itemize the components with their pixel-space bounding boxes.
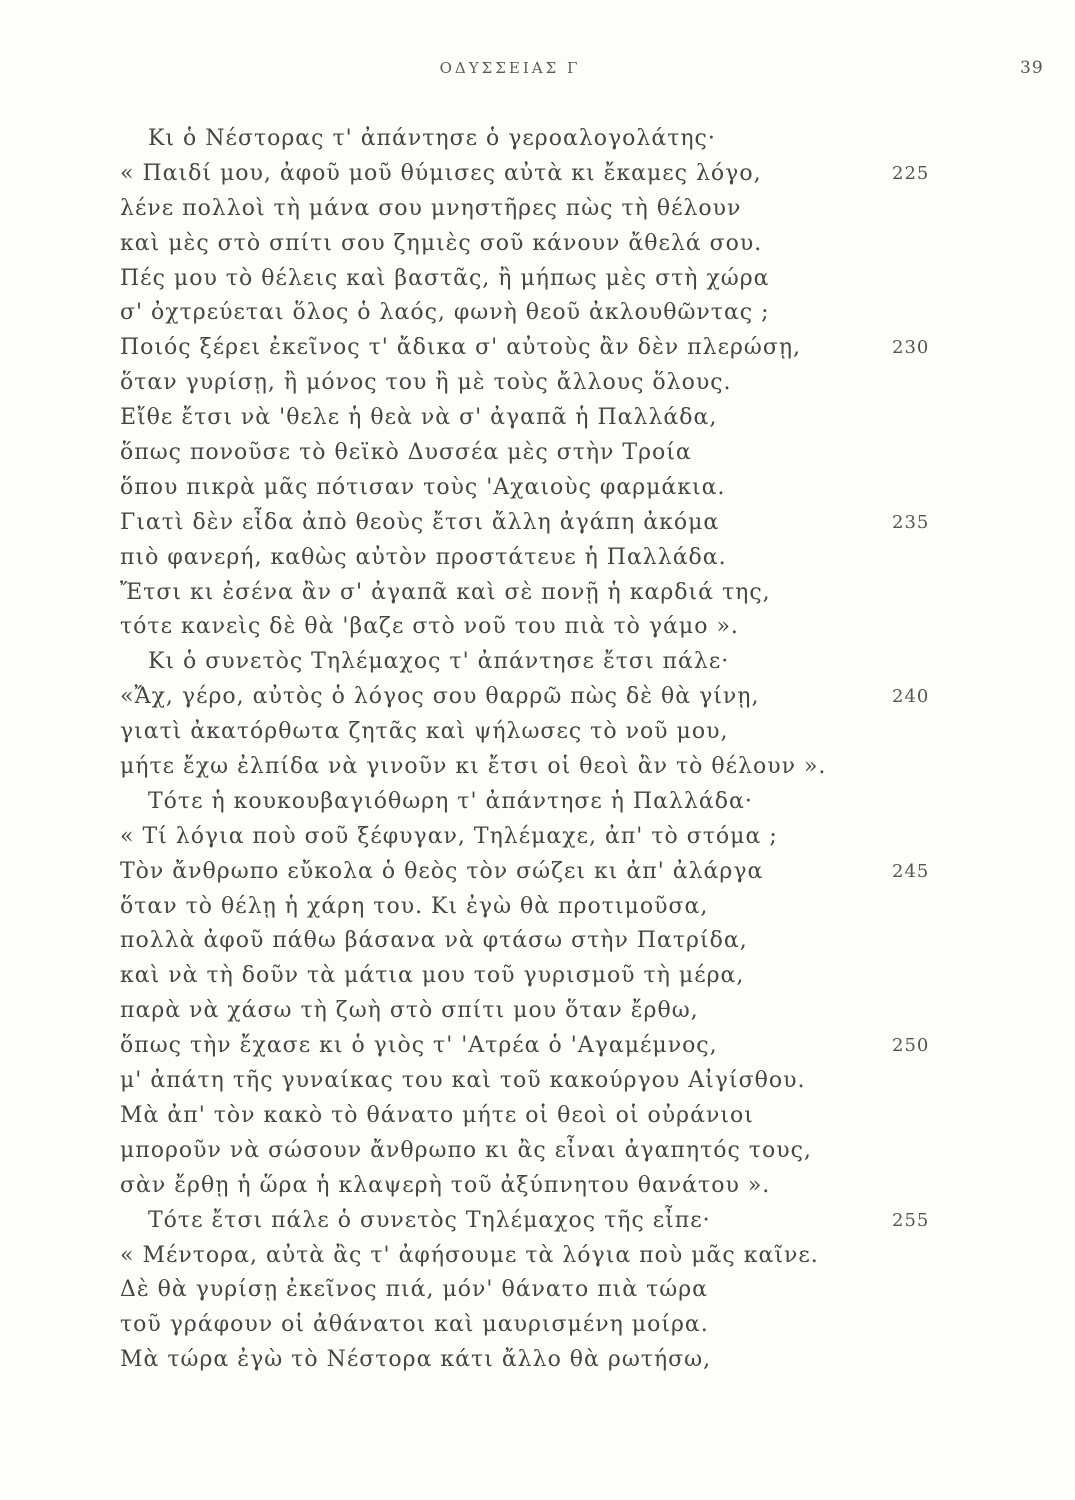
verse-text: Γιατὶ δὲν εἶδα ἀπὸ θεοὺς ἔτσι ἄλλη ἀγάπη ἀκόμα <box>120 509 720 535</box>
verse-text: παρὰ νὰ χάσω τὴ ζωὴ στὸ σπίτι μου ὅταν ἔρθω, <box>120 998 699 1024</box>
verse-line <box>120 959 960 994</box>
verse-line <box>120 1343 960 1378</box>
verse-line <box>120 750 960 785</box>
verse-text: μήτε ἔχω ἐλπίδα νὰ γινοῦν κι ἔτσι οἱ θεοὶ ἂν τὸ θέλουν ». <box>120 754 827 780</box>
verse-text: λένε πολλοὶ τὴ μάνα σου μνηστῆρες πὼς τὴ θέλουν <box>120 195 742 221</box>
verse-line <box>120 1064 960 1099</box>
verse-text: τότε κανεὶς δὲ θὰ 'βαζε στὸ νοῦ του πιὰ τὸ γάμο ». <box>120 614 739 640</box>
verse-text: ὅταν γυρίσῃ, ἢ μόνος του ἢ μὲ τοὺς ἄλλους ὅλους. <box>120 370 732 396</box>
verse-text: «Ἄχ, γέρο, αὐτὸς ὁ λόγος σου θαρρῶ πὼς δὲ θὰ γίνῃ, <box>120 684 760 710</box>
verse-line <box>120 820 960 855</box>
verse-line <box>120 331 960 366</box>
verse-text: Ἔτσι κι ἐσένα ἂν σ' ἀγαπᾶ καὶ σὲ πονῇ ἡ καρδιά της, <box>120 579 771 605</box>
verse-line <box>120 1204 960 1239</box>
verse-text: Δὲ θὰ γυρίσῃ ἐκεῖνος πιά, μόν' θάνατο πιὰ τώρα <box>120 1277 709 1303</box>
verse-text: « Μέντορα, αὐτὰ ἂς τ' ἀφήσουμε τὰ λόγια ποὺ μᾶς καῖνε. <box>120 1242 819 1268</box>
verse-text: Κι ὁ Νέστορας τ' ἀπάντησε ὁ γεροαλογολάτης· <box>148 126 716 151</box>
verse-text: Πές μου τὸ θέλεις καὶ βαστᾶς, ἢ μήπως μὲς στὴ χώρα <box>120 265 770 291</box>
verse-line <box>120 576 960 611</box>
verse-text: Ποιός ξέρει ἐκεῖνος τ' ἄδικα σ' αὐτοὺς ἂν δὲν πλερώσῃ, <box>120 335 802 361</box>
verse-line <box>120 1308 960 1343</box>
verse-line <box>120 1099 960 1134</box>
verse-line <box>120 994 960 1029</box>
verse-line <box>120 227 960 262</box>
verse-block <box>120 122 960 1378</box>
verse-line <box>120 680 960 715</box>
verse-line <box>120 1239 960 1274</box>
verse-line <box>120 122 960 157</box>
verse-text: πολλὰ ἀφοῦ πάθω βάσανα νὰ φτάσω στὴν Πατρίδα, <box>120 928 748 954</box>
verse-text: μ' ἀπάτη τῆς γυναίκας του καὶ τοῦ κακούργου Αἰγίσθου. <box>120 1068 806 1094</box>
verse-line <box>120 785 960 820</box>
line-number: 245 <box>892 860 930 882</box>
verse-line <box>120 541 960 576</box>
verse-text: Κι ὁ συνετὸς Τηλέμαχος τ' ἀπάντησε ἔτσι πάλε· <box>148 649 730 675</box>
verse-line <box>120 645 960 680</box>
verse-line <box>120 366 960 401</box>
verse-line <box>120 506 960 541</box>
line-number: 225 <box>892 162 930 184</box>
verse-line <box>120 296 960 331</box>
verse-line <box>120 1169 960 1204</box>
verse-text: Εἴθε ἔτσι νὰ 'θελε ἡ θεὰ νὰ σ' ἀγαπᾶ ἡ Παλλάδα, <box>120 405 718 431</box>
running-head-title: ΟΔΥΣΣΕΙΑΣ Γ <box>439 59 581 77</box>
verse-text: γιατὶ ἀκατόρθωτα ζητᾶς καὶ ψήλωσες τὸ νοῦ μου, <box>120 719 729 745</box>
verse-line <box>120 401 960 436</box>
verse-line <box>120 262 960 297</box>
line-number: 255 <box>892 1209 930 1231</box>
verse-text: ὅταν τὸ θέλῃ ἡ χάρη του. Κι ἐγὼ θὰ προτιμοῦσα, <box>120 893 709 919</box>
verse-text: Τὸν ἄνθρωπο εὔκολα ὁ θεὸς τὸν σώζει κι ἀπ' ἀλάργα <box>120 858 764 884</box>
line-number: 240 <box>892 686 930 708</box>
verse-line <box>120 1029 960 1064</box>
page-number: 39 <box>1020 58 1044 78</box>
verse-line <box>120 890 960 925</box>
verse-text: τοῦ γράφουν οἱ ἀθάνατοι καὶ μαυρισμένη μοίρα. <box>120 1312 709 1338</box>
verse-line <box>120 1273 960 1308</box>
verse-text: μποροῦν νὰ σώσουν ἄνθρωπο κι ἂς εἶναι ἀγαπητός τους, <box>120 1137 812 1163</box>
verse-text: Μὰ ἀπ' τὸν κακὸ τὸ θάνατο μήτε οἱ θεοὶ οἱ οὐράνιοι <box>120 1102 754 1128</box>
verse-text: Μὰ τώρα ἐγὼ τὸ Νέστορα κάτι ἄλλο θὰ ρωτήσω, <box>120 1347 712 1373</box>
verse-text: « Τί λόγια ποὺ σοῦ ξέφυγαν, Τηλέμαχε, ἀπ' τὸ στόμα ; <box>120 823 778 849</box>
verse-text: ὅπου πικρὰ μᾶς πότισαν τοὺς 'Αχαιοὺς φαρμάκια. <box>120 474 726 500</box>
verse-text: Τότε ἔτσι πάλε ὁ συνετὸς Τηλέμαχος τῆς εἶπε· <box>148 1207 711 1233</box>
verse-line <box>120 471 960 506</box>
verse-text: « Παιδί μου, ἀφοῦ μοῦ θύμισες αὐτὰ κι ἔκαμες λόγο, <box>120 160 762 186</box>
verse-line <box>120 715 960 750</box>
verse-line <box>120 610 960 645</box>
line-number: 235 <box>892 511 930 533</box>
verse-text: πιὸ φανερή, καθὼς αὐτὸν προστάτευε ἡ Παλλάδα. <box>120 544 727 570</box>
verse-text: σ' ὀχτρεύεται ὅλος ὁ λαός, φωνὴ θεοῦ ἀκλουθῶντας ; <box>120 300 770 326</box>
verse-line <box>120 192 960 227</box>
verse-line <box>120 1134 960 1169</box>
verse-line <box>120 436 960 471</box>
line-number: 230 <box>892 337 930 359</box>
verse-line <box>120 924 960 959</box>
verse-text: καὶ μὲς στὸ σπίτι σου ζημιὲς σοῦ κάνουν ἄθελά σου. <box>120 230 763 256</box>
verse-line <box>120 855 960 890</box>
verse-text: καὶ νὰ τὴ δοῦν τὰ μάτια μου τοῦ γυρισμοῦ τὴ μέρα, <box>120 963 745 989</box>
line-number: 250 <box>892 1035 930 1057</box>
verse-text: ὅπως τὴν ἔχασε κι ὁ γιὸς τ' 'Ατρέα ὁ 'Αγαμέμνος, <box>120 1033 718 1059</box>
verse-text: ὅπως πονοῦσε τὸ θεϊκὸ Δυσσέα μὲς στὴν Τροία <box>120 440 692 466</box>
verse-line <box>120 157 960 192</box>
verse-text: σὰν ἔρθῃ ἡ ὥρα ἡ κλαψερὴ τοῦ ἀξύπνητου θανάτου ». <box>120 1172 771 1198</box>
verse-text: Τότε ἡ κουκουβαγιόθωρη τ' ἀπάντησε ἡ Παλλάδα· <box>148 788 753 814</box>
